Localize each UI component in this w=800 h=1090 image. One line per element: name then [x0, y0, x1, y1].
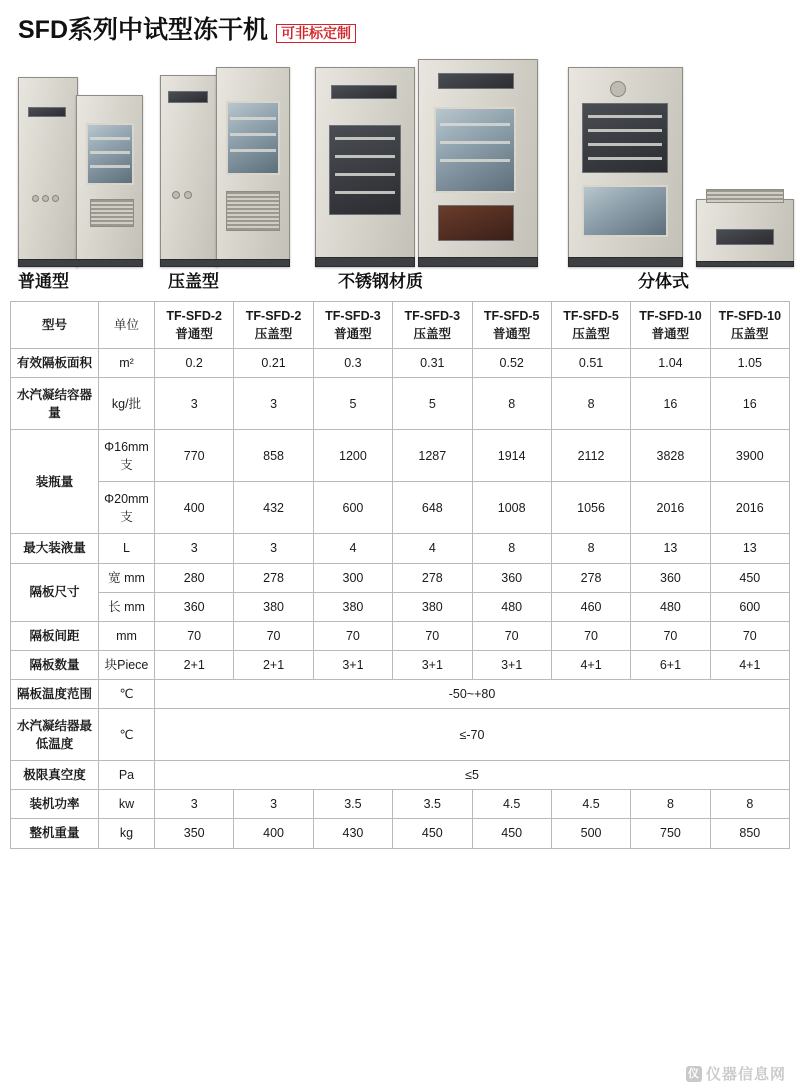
- row-unit-shelf-length: 长 mm: [99, 592, 155, 621]
- cell: 1008: [472, 482, 551, 534]
- cell: 360: [155, 592, 234, 621]
- cell: 480: [631, 592, 710, 621]
- column-variant-4: 压盖型: [413, 327, 452, 342]
- cell: 3+1: [393, 650, 472, 679]
- column-model-5: TF-SFD-5: [483, 309, 540, 323]
- cell: 3828: [631, 430, 710, 482]
- cell: 8: [551, 534, 630, 563]
- cell: 3: [234, 534, 313, 563]
- cell: 16: [710, 378, 789, 430]
- cell: 0.21: [234, 349, 313, 378]
- cell: 4.5: [472, 790, 551, 819]
- row-unit-shelf-area: m²: [99, 349, 155, 378]
- cell: 3900: [710, 430, 789, 482]
- row-label-shelf-gap: 隔板间距: [11, 621, 99, 650]
- product-image-stainless-right: [418, 59, 538, 267]
- table-row: [11, 482, 790, 534]
- column-variant-6: 压盖型: [572, 327, 610, 342]
- cell: 0.52: [472, 349, 551, 378]
- table-row: [11, 650, 790, 679]
- cell-merged: -50~+80: [155, 680, 790, 709]
- cell: 600: [313, 482, 392, 534]
- row-unit-shelf-temp-range: ℃: [99, 680, 155, 709]
- cell: 0.31: [393, 349, 472, 378]
- cell: 2016: [631, 482, 710, 534]
- cell: 70: [313, 621, 392, 650]
- column-model-2: TF-SFD-2: [245, 309, 302, 323]
- cell: 70: [551, 621, 630, 650]
- row-label-power: 装机功率: [11, 790, 99, 819]
- column-header-8: [710, 302, 789, 349]
- cell: 360: [631, 563, 710, 592]
- column-header-3: [313, 302, 392, 349]
- cell: 450: [393, 819, 472, 848]
- row-label-condenser-min-temp: 水汽凝结器最低温度: [11, 709, 99, 761]
- cell: 70: [155, 621, 234, 650]
- cell: 770: [155, 430, 234, 482]
- column-model-8: TF-SFD-10: [718, 309, 782, 323]
- cell: 5: [393, 378, 472, 430]
- column-header-1: [155, 302, 234, 349]
- cell: 8: [472, 378, 551, 430]
- caption-split: 分体式: [638, 272, 689, 291]
- cell: 400: [234, 819, 313, 848]
- cell: 300: [313, 563, 392, 592]
- cell: 3: [155, 790, 234, 819]
- column-header-5: [472, 302, 551, 349]
- table-row: [11, 761, 790, 790]
- cell: 1287: [393, 430, 472, 482]
- cell: 450: [472, 819, 551, 848]
- cell-merged: ≤5: [155, 761, 790, 790]
- table-row: [11, 378, 790, 430]
- cell: 6+1: [631, 650, 710, 679]
- caption-standard: 普通型: [18, 272, 69, 291]
- cell: 3: [234, 378, 313, 430]
- cell: 4+1: [551, 650, 630, 679]
- cell: 1200: [313, 430, 392, 482]
- cell: 70: [393, 621, 472, 650]
- row-unit-bottle-20: Φ20mm 支: [99, 482, 155, 534]
- cell: 1.04: [631, 349, 710, 378]
- row-unit-shelf-gap: mm: [99, 621, 155, 650]
- row-label-weight: 整机重量: [11, 819, 99, 848]
- column-header-7: [631, 302, 710, 349]
- column-model-7: TF-SFD-10: [639, 309, 702, 323]
- row-unit-condenser-min-temp: ℃: [99, 709, 155, 761]
- cell: 2112: [551, 430, 630, 482]
- row-label-shelf-count: 隔板数量: [11, 650, 99, 679]
- cell: 600: [710, 592, 789, 621]
- cell: 8: [631, 790, 710, 819]
- cell: 380: [393, 592, 472, 621]
- row-label-shelf-temp-range: 隔板温度范围: [11, 680, 99, 709]
- watermark-badge-icon: 仪: [687, 1067, 700, 1080]
- cell: 5: [313, 378, 392, 430]
- cell: 280: [155, 563, 234, 592]
- column-model-4: TF-SFD-3: [404, 309, 461, 323]
- cell: 70: [710, 621, 789, 650]
- cell: 3+1: [313, 650, 392, 679]
- cell: 432: [234, 482, 313, 534]
- header-unit: 单位: [99, 302, 155, 349]
- cell: 2016: [710, 482, 789, 534]
- column-model-6: TF-SFD-5: [563, 309, 619, 323]
- cell: 380: [234, 592, 313, 621]
- row-unit-bottle-16: Φ16mm 支: [99, 430, 155, 482]
- header-model: 型号: [11, 302, 99, 349]
- column-variant-8: 压盖型: [731, 327, 769, 342]
- table-header-row: [11, 302, 790, 349]
- column-variant-2: 压盖型: [254, 327, 293, 342]
- cell: 3: [234, 790, 313, 819]
- table-row: [11, 430, 790, 482]
- table-row: [11, 819, 790, 848]
- cell: 400: [155, 482, 234, 534]
- product-image-standard: [18, 77, 143, 267]
- product-image-split-cabinet: [568, 67, 683, 267]
- custom-order-badge: 可非标定制: [276, 24, 356, 43]
- cell: 70: [472, 621, 551, 650]
- table-row: [11, 709, 790, 761]
- cell: 4.5: [551, 790, 630, 819]
- row-label-bottle-capacity: 装瓶量: [11, 430, 99, 534]
- cell: 1056: [551, 482, 630, 534]
- cell: 8: [472, 534, 551, 563]
- column-header-2: [234, 302, 313, 349]
- cell: 500: [551, 819, 630, 848]
- cell: 4+1: [710, 650, 789, 679]
- table-row: [11, 680, 790, 709]
- row-unit-shelf-width: 宽 mm: [99, 563, 155, 592]
- row-label-max-liquid: 最大装液量: [11, 534, 99, 563]
- cell: 2+1: [234, 650, 313, 679]
- product-image-split-unit: [696, 189, 794, 267]
- cell: 380: [313, 592, 392, 621]
- column-header-4: [393, 302, 472, 349]
- cell: 2+1: [155, 650, 234, 679]
- cell: 460: [551, 592, 630, 621]
- cell: 8: [551, 378, 630, 430]
- cell: 4: [393, 534, 472, 563]
- cell: 750: [631, 819, 710, 848]
- watermark-text: 仪器信息网: [705, 1066, 786, 1083]
- caption-stainless: 不锈钢材质: [338, 272, 423, 291]
- caption-stoppering: 压盖型: [168, 272, 219, 291]
- column-model-1: TF-SFD-2: [166, 309, 222, 323]
- row-unit-weight: kg: [99, 819, 155, 848]
- cell: 0.3: [313, 349, 392, 378]
- row-label-shelf-size: 隔板尺寸: [11, 563, 99, 621]
- column-model-3: TF-SFD-3: [325, 309, 381, 323]
- column-variant-3: 普通型: [334, 327, 372, 342]
- page-header: [0, 0, 800, 52]
- cell: 278: [234, 563, 313, 592]
- product-image-stoppering: [160, 67, 290, 267]
- table-row: [11, 592, 790, 621]
- cell: 3: [155, 378, 234, 430]
- cell-merged: ≤-70: [155, 709, 790, 761]
- site-watermark: [686, 1063, 786, 1084]
- cell: 648: [393, 482, 472, 534]
- cell: 278: [393, 563, 472, 592]
- cell: 3.5: [393, 790, 472, 819]
- cell: 850: [710, 819, 789, 848]
- cell: 858: [234, 430, 313, 482]
- column-variant-7: 普通型: [651, 327, 690, 342]
- cell: 13: [631, 534, 710, 563]
- cell: 1914: [472, 430, 551, 482]
- cell: 3+1: [472, 650, 551, 679]
- row-label-condenser-capacity: 水汽凝结容器量: [11, 378, 99, 430]
- page-title: SFD系列中试型冻干机: [18, 16, 269, 44]
- cell: 4: [313, 534, 392, 563]
- cell: 450: [710, 563, 789, 592]
- row-unit-shelf-count: 块Piece: [99, 650, 155, 679]
- gallery-captions: [10, 267, 790, 297]
- cell: 13: [710, 534, 789, 563]
- row-unit-max-liquid: L: [99, 534, 155, 563]
- cell: 350: [155, 819, 234, 848]
- cell: 3: [155, 534, 234, 563]
- row-label-shelf-area: 有效隔板面积: [11, 349, 99, 378]
- cell: 0.2: [155, 349, 234, 378]
- row-label-ultimate-vacuum: 极限真空度: [11, 761, 99, 790]
- table-row: [11, 534, 790, 563]
- table-row: [11, 563, 790, 592]
- cell: 480: [472, 592, 551, 621]
- table-row: [11, 790, 790, 819]
- column-header-6: [551, 302, 630, 349]
- column-variant-1: 普通型: [175, 327, 213, 342]
- specification-table: [10, 301, 790, 849]
- cell: 1.05: [710, 349, 789, 378]
- table-row: [11, 349, 790, 378]
- row-unit-condenser-capacity: kg/批: [99, 378, 155, 430]
- product-image-stainless-left: [315, 67, 415, 267]
- row-unit-power: kw: [99, 790, 155, 819]
- cell: 8: [710, 790, 789, 819]
- cell: 16: [631, 378, 710, 430]
- cell: 430: [313, 819, 392, 848]
- cell: 3.5: [313, 790, 392, 819]
- cell: 278: [551, 563, 630, 592]
- cell: 70: [631, 621, 710, 650]
- cell: 0.51: [551, 349, 630, 378]
- cell: 70: [234, 621, 313, 650]
- row-unit-ultimate-vacuum: Pa: [99, 761, 155, 790]
- cell: 360: [472, 563, 551, 592]
- table-row: [11, 621, 790, 650]
- column-variant-5: 普通型: [492, 327, 531, 342]
- product-gallery: [10, 52, 790, 267]
